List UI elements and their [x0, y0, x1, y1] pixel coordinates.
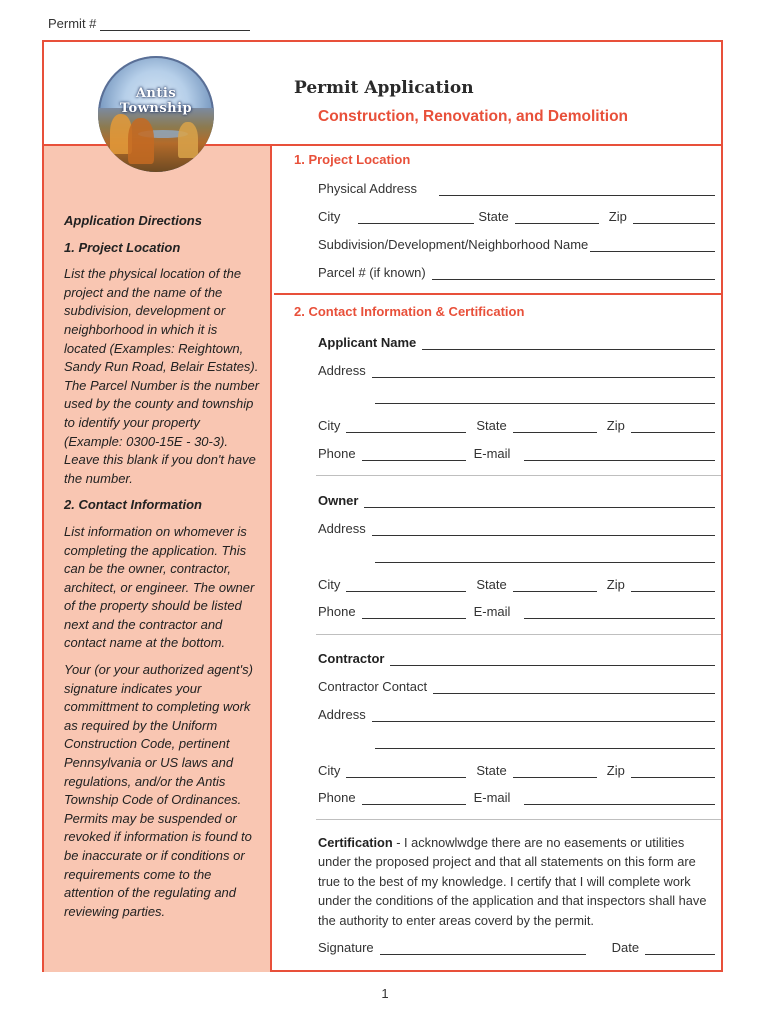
owner-label: Owner — [318, 493, 359, 508]
applicant-city-label: City — [318, 418, 341, 433]
owner-email-field[interactable] — [524, 607, 715, 619]
contractor-address-field-2[interactable] — [375, 737, 715, 749]
directions-sidebar — [44, 146, 272, 972]
owner-state-field[interactable] — [513, 580, 597, 592]
contractor-label: Contractor — [318, 651, 385, 666]
divider-contractor — [316, 634, 721, 635]
contractor-phone-row — [318, 787, 715, 805]
owner-address-row-2 — [318, 545, 715, 563]
directions-title: Application Directions — [64, 213, 202, 228]
contractor-email-field[interactable] — [524, 793, 715, 805]
applicant-name-row — [318, 332, 715, 350]
parcel-row — [318, 262, 715, 280]
owner-phone-label: Phone — [318, 604, 356, 619]
contractor-email-label: E-mail — [473, 790, 511, 805]
applicant-zip-field[interactable] — [631, 421, 715, 433]
contractor-address-row-2 — [318, 731, 715, 749]
applicant-phone-row — [318, 443, 715, 461]
contractor-field[interactable] — [390, 654, 715, 666]
applicant-city-field[interactable] — [346, 421, 466, 433]
location-city-label: City — [318, 209, 341, 224]
owner-phone-field[interactable] — [362, 607, 466, 619]
form-frame — [42, 40, 723, 972]
certification-paragraph — [318, 833, 715, 930]
directions-text-1: List the physical location of the project and the name of the subdivision, development or neighborhood in which it is located (Examples: Reightown, Sandy Run Road, Belair Estates). The Parcel Number is the number used by the county and township to identify your property (Example: 0300-15E - 30-3). Leave this blank if you don't have the number. — [64, 266, 260, 486]
contractor-state-field[interactable] — [513, 766, 597, 778]
applicant-address-field[interactable] — [372, 366, 715, 378]
divider-owner — [316, 475, 721, 476]
owner-phone-row — [318, 601, 715, 619]
certification-label: Certification — [318, 835, 393, 850]
contractor-city-field[interactable] — [346, 766, 466, 778]
contractor-state-label: State — [476, 763, 507, 778]
applicant-zip-label: Zip — [606, 418, 625, 433]
parcel-field[interactable] — [432, 268, 715, 280]
applicant-email-field[interactable] — [524, 449, 715, 461]
form-title: Permit Application — [294, 78, 474, 98]
applicant-city-row — [318, 415, 715, 433]
seal-text: Antis Township — [119, 86, 193, 116]
contractor-city-label: City — [318, 763, 341, 778]
contractor-row — [318, 648, 715, 666]
directions-heading-2: 2. Contact Information — [64, 497, 202, 513]
directions-text-2: List information on whomever is completing the application. This can be the owner, contractor, architect, or engineer. The owner of the property should be listed next and the contractor and contact name at the bottom. — [64, 523, 255, 651]
location-zip-label: Zip — [608, 209, 627, 224]
owner-address-field[interactable] — [372, 524, 715, 536]
owner-address-row — [318, 518, 715, 536]
contractor-zip-label: Zip — [606, 763, 625, 778]
applicant-phone-label: Phone — [318, 446, 356, 461]
subdivision-row — [318, 234, 715, 252]
contractor-address-label: Address — [318, 707, 366, 722]
location-city-row — [318, 206, 715, 224]
page-number: 1 — [381, 986, 389, 1001]
owner-city-row — [318, 574, 715, 592]
owner-zip-field[interactable] — [631, 580, 715, 592]
applicant-email-label: E-mail — [473, 446, 511, 461]
contractor-zip-field[interactable] — [631, 766, 715, 778]
date-field[interactable] — [645, 943, 715, 955]
applicant-state-label: State — [476, 418, 507, 433]
contractor-address-row — [318, 704, 715, 722]
applicant-state-field[interactable] — [513, 421, 597, 433]
applicant-address-row — [318, 360, 715, 378]
owner-zip-label: Zip — [606, 577, 625, 592]
physical-address-row — [318, 178, 715, 196]
township-seal-logo — [98, 56, 214, 172]
owner-row — [318, 490, 715, 508]
section-project-location-heading: 1. Project Location — [294, 152, 411, 167]
directions-heading-1: 1. Project Location — [64, 239, 181, 255]
directions-text-3: Your (or your authorized agent's) signature indicates your committment to completing work as required by the Uniform Construction Code, pertinent Pennsylvania or US laws and regulations, and/or the Antis Township Code of Ordinances. Permits may be suspended or revoked if information is found to be inaccurate or if conditions or requirements come to the attention of the regulating and reviewing parties. — [64, 662, 253, 919]
contractor-city-row — [318, 760, 715, 778]
owner-email-label: E-mail — [473, 604, 511, 619]
certification-text: - I acknowlwdge there are no easements or utilities under the proposed project and that all statements on this form are true to the best of my knowledge. I certify that I will complete work under the conditions of the application and that inspectors shall have the authority to enter areas coverd by the permit. — [318, 835, 707, 928]
physical-address-label: Physical Address — [318, 181, 417, 196]
contractor-contact-row — [318, 676, 715, 694]
permit-number-label: Permit # — [48, 16, 97, 31]
location-state-field[interactable] — [515, 212, 599, 224]
location-state-label: State — [478, 209, 509, 224]
form-subtitle: Construction, Renovation, and Demolition — [318, 108, 628, 125]
owner-state-label: State — [476, 577, 507, 592]
owner-address-field-2[interactable] — [375, 551, 715, 563]
location-city-field[interactable] — [358, 212, 474, 224]
owner-city-label: City — [318, 577, 341, 592]
applicant-phone-field[interactable] — [362, 449, 466, 461]
subdivision-field[interactable] — [590, 240, 715, 252]
applicant-name-label: Applicant Name — [318, 335, 417, 350]
permit-number-field[interactable] — [48, 16, 250, 31]
contractor-contact-label: Contractor Contact — [318, 679, 428, 694]
owner-city-field[interactable] — [346, 580, 466, 592]
subdivision-label: Subdivision/Development/Neighborhood Name — [318, 237, 589, 252]
date-label: Date — [611, 940, 640, 955]
contractor-phone-label: Phone — [318, 790, 356, 805]
permit-number-input[interactable] — [100, 17, 250, 31]
owner-address-label: Address — [318, 521, 366, 536]
contractor-phone-field[interactable] — [362, 793, 466, 805]
location-zip-field[interactable] — [633, 212, 715, 224]
owner-field[interactable] — [364, 496, 715, 508]
signature-field[interactable] — [380, 943, 586, 955]
section-contact-heading: 2. Contact Information & Certification — [294, 304, 525, 319]
physical-address-field[interactable] — [439, 184, 715, 196]
applicant-address-row-2 — [318, 386, 715, 404]
parcel-label: Parcel # (if known) — [318, 265, 426, 280]
divider-certification — [316, 819, 721, 820]
applicant-address-label: Address — [318, 363, 366, 378]
signature-row — [318, 937, 715, 955]
contractor-contact-field[interactable] — [433, 682, 715, 694]
form-main — [274, 146, 721, 972]
section-divider — [274, 293, 721, 295]
signature-label: Signature — [318, 940, 374, 955]
applicant-address-field-2[interactable] — [375, 392, 715, 404]
contractor-address-field[interactable] — [372, 710, 715, 722]
applicant-name-field[interactable] — [422, 338, 715, 350]
